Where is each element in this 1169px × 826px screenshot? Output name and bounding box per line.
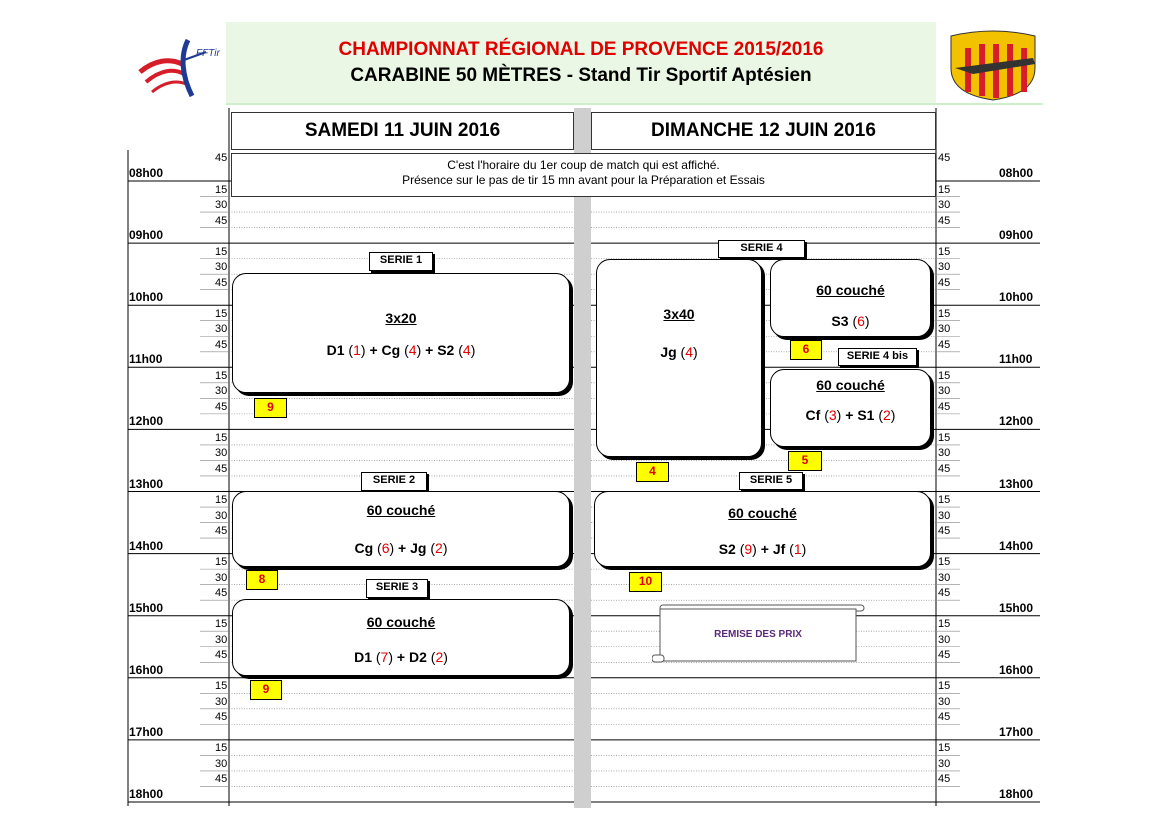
minute-label-left: 15 <box>215 369 228 382</box>
minute-label-left: 15 <box>215 556 228 569</box>
serie-1-box <box>232 273 570 393</box>
serie-4-title: 60 couché <box>816 282 885 298</box>
minute-label-right: 15 <box>938 431 951 444</box>
minute-label-left: 45 <box>215 711 228 724</box>
hour-label-right: 17h00 <box>999 724 1034 739</box>
minute-label-right: 30 <box>938 323 951 336</box>
minute-label-left: 30 <box>215 261 228 274</box>
hour-label-right: 13h00 <box>999 476 1034 491</box>
minute-label-left: 15 <box>215 618 228 631</box>
minute-label-left: 30 <box>215 695 228 708</box>
minute-label-right: 30 <box>938 199 951 212</box>
hour-label-right: 12h00 <box>999 414 1034 429</box>
serie-3x40-count-badge: 4 <box>636 462 669 482</box>
notice-line-1: C'est l'horaire du 1er coup de match qui est affiché. <box>447 158 720 172</box>
saturday-header: SAMEDI 11 JUIN 2016 <box>231 112 574 150</box>
notice-box <box>231 153 936 197</box>
serie-2-box <box>232 491 570 567</box>
minute-label-right: 30 <box>938 633 951 646</box>
minute-label-left: 15 <box>215 494 228 507</box>
hour-label-left: 18h00 <box>129 787 164 801</box>
serie-1-count-badge: 9 <box>254 398 287 418</box>
minute-label-right: 15 <box>938 742 951 755</box>
minute-label-left: 45 <box>215 587 228 600</box>
hour-label-right: 18h00 <box>999 787 1034 801</box>
serie-3x40-categories: Jg (4) <box>660 344 698 360</box>
minute-label-right: 15 <box>938 494 951 507</box>
minute-label-left: 15 <box>215 245 228 258</box>
page-subtitle: CARABINE 50 MÈTRES - Stand Tir Sportif Aptésien <box>350 65 812 86</box>
minute-label-right: 30 <box>938 385 951 398</box>
minute-label-left: 15 <box>215 183 228 196</box>
hour-label-right: 10h00 <box>999 290 1034 305</box>
minute-label-right: 45 <box>938 711 951 724</box>
svg-text:FFTir: FFTir <box>196 48 220 59</box>
serie-1-categories: D1 (1) + Cg (4) + S2 (4) <box>326 342 476 358</box>
minute-label-right: 45 <box>938 587 951 600</box>
minute-label-left: 30 <box>215 385 228 398</box>
serie-5-title: 60 couché <box>728 505 797 521</box>
minute-label-left: 30 <box>215 571 228 584</box>
serie-4bis-box <box>770 369 931 447</box>
serie-5-count-badge: 10 <box>629 572 662 592</box>
hour-label-right: 11h00 <box>999 352 1033 367</box>
minute-label-right: 30 <box>938 261 951 274</box>
minute-label-right: 15 <box>938 369 951 382</box>
serie-4bis-categories: Cf (3) + S1 (2) <box>805 407 896 423</box>
serie-3x40-title: 3x40 <box>663 306 695 322</box>
prize-ceremony-label: REMISE DES PRIX <box>714 629 802 640</box>
serie-3-title: 60 couché <box>366 614 436 630</box>
minute-label-right: 15 <box>938 183 951 196</box>
minute-label-left: 45 <box>215 276 228 289</box>
minute-label-right: 15 <box>938 245 951 258</box>
hour-label-left: 10h00 <box>129 290 164 305</box>
hour-label-right: 15h00 <box>999 600 1034 615</box>
serie-3-box <box>232 599 570 676</box>
minute-label-left: 15 <box>215 680 228 693</box>
minute-label-left: 15 <box>215 742 228 755</box>
minute-label-right: 45 <box>938 525 951 538</box>
minute-label-right: 15 <box>938 680 951 693</box>
hour-label-left: 17h00 <box>129 724 164 739</box>
serie-3-categories: D1 (7) + D2 (2) <box>354 649 448 665</box>
minute-label-left: 45 <box>215 649 228 662</box>
serie-4-box <box>770 259 931 337</box>
minute-label-right: 30 <box>938 757 951 770</box>
page-title: CHAMPIONNAT RÉGIONAL DE PROVENCE 2015/2016 <box>338 39 824 60</box>
minute-label-left: 30 <box>215 633 228 646</box>
minute-label-right: 30 <box>938 695 951 708</box>
minute-label-left: 45 <box>215 214 228 227</box>
hour-label-left: 09h00 <box>129 228 164 243</box>
minute-label-left: 30 <box>215 199 228 212</box>
serie-4-categories: S3 (6) <box>831 313 870 329</box>
serie-4bis-count-badge: 5 <box>788 451 822 471</box>
day-divider <box>574 108 591 808</box>
hour-label-left: 14h00 <box>129 538 164 553</box>
serie-4bis-title: 60 couché <box>816 377 885 393</box>
minute-label-right: 15 <box>938 556 951 569</box>
serie-5-categories: S2 (9) + Jf (1) <box>718 541 807 557</box>
hour-label-left: 15h00 <box>129 600 164 615</box>
serie-4-label: SERIE 4 <box>718 240 805 258</box>
minute-label-left: 45 <box>215 773 228 786</box>
minute-label-right: 45 <box>938 400 951 413</box>
minute-label-left: 45 <box>215 400 228 413</box>
serie-2-categories: Cg (6) + Jg (2) <box>354 540 448 556</box>
minute-label-right: 45 <box>938 276 951 289</box>
serie-3-count-badge: 9 <box>250 680 282 700</box>
minute-label-left: 30 <box>215 509 228 522</box>
serie-3-label: SERIE 3 <box>366 579 428 598</box>
serie-1-label: SERIE 1 <box>369 252 433 271</box>
minute-label-left: 45 <box>215 338 228 351</box>
hour-label-left: 12h00 <box>129 414 164 429</box>
minute-label-right: 15 <box>938 307 951 320</box>
minute-label-left: 45 <box>215 525 228 538</box>
minute-label-right: 45 <box>938 773 951 786</box>
minute-label-left: 45 <box>215 462 228 475</box>
serie-2-title: 60 couché <box>366 502 436 518</box>
serie-5-box <box>594 491 931 567</box>
prize-ceremony-scroll <box>652 601 866 665</box>
minute-label-right: 45 <box>938 462 951 475</box>
minute-label-left: 30 <box>215 757 228 770</box>
hour-label-left: 11h00 <box>129 352 163 367</box>
hour-label-left: 16h00 <box>129 662 164 677</box>
minute-label-right: 45 <box>938 338 951 351</box>
minute-label-right: 45 <box>938 214 951 227</box>
hour-label-left: 08h00 <box>129 166 164 180</box>
minute-label-right: 30 <box>938 509 951 522</box>
minute-label-left: 15 <box>215 431 228 444</box>
notice-line-2: Présence sur le pas de tir 15 mn avant pour la Préparation et Essais <box>402 173 765 187</box>
minute-label-left: 30 <box>215 323 228 336</box>
sunday-header: DIMANCHE 12 JUIN 2016 <box>591 112 936 150</box>
hour-label-right: 09h00 <box>999 228 1034 243</box>
serie-4bis-label: SERIE 4 bis <box>838 348 917 366</box>
minute-label-right: 45 <box>938 152 951 165</box>
minute-label-left: 30 <box>215 447 228 460</box>
minute-label-right: 15 <box>938 618 951 631</box>
hour-label-right: 08h00 <box>999 166 1034 180</box>
hour-label-right: 16h00 <box>999 662 1034 677</box>
minute-label-left: 45 <box>215 152 228 165</box>
serie-3x40-box <box>596 259 762 457</box>
serie-4-count-badge: 6 <box>790 340 822 360</box>
minute-label-left: 15 <box>215 307 228 320</box>
serie-2-count-badge: 8 <box>246 570 278 590</box>
minute-label-right: 30 <box>938 447 951 460</box>
serie-5-label: SERIE 5 <box>739 472 803 490</box>
minute-label-right: 45 <box>938 649 951 662</box>
serie-2-label: SERIE 2 <box>361 472 427 491</box>
serie-1-title: 3x20 <box>385 310 417 326</box>
hour-label-left: 13h00 <box>129 476 164 491</box>
hour-label-right: 14h00 <box>999 538 1034 553</box>
minute-label-right: 30 <box>938 571 951 584</box>
